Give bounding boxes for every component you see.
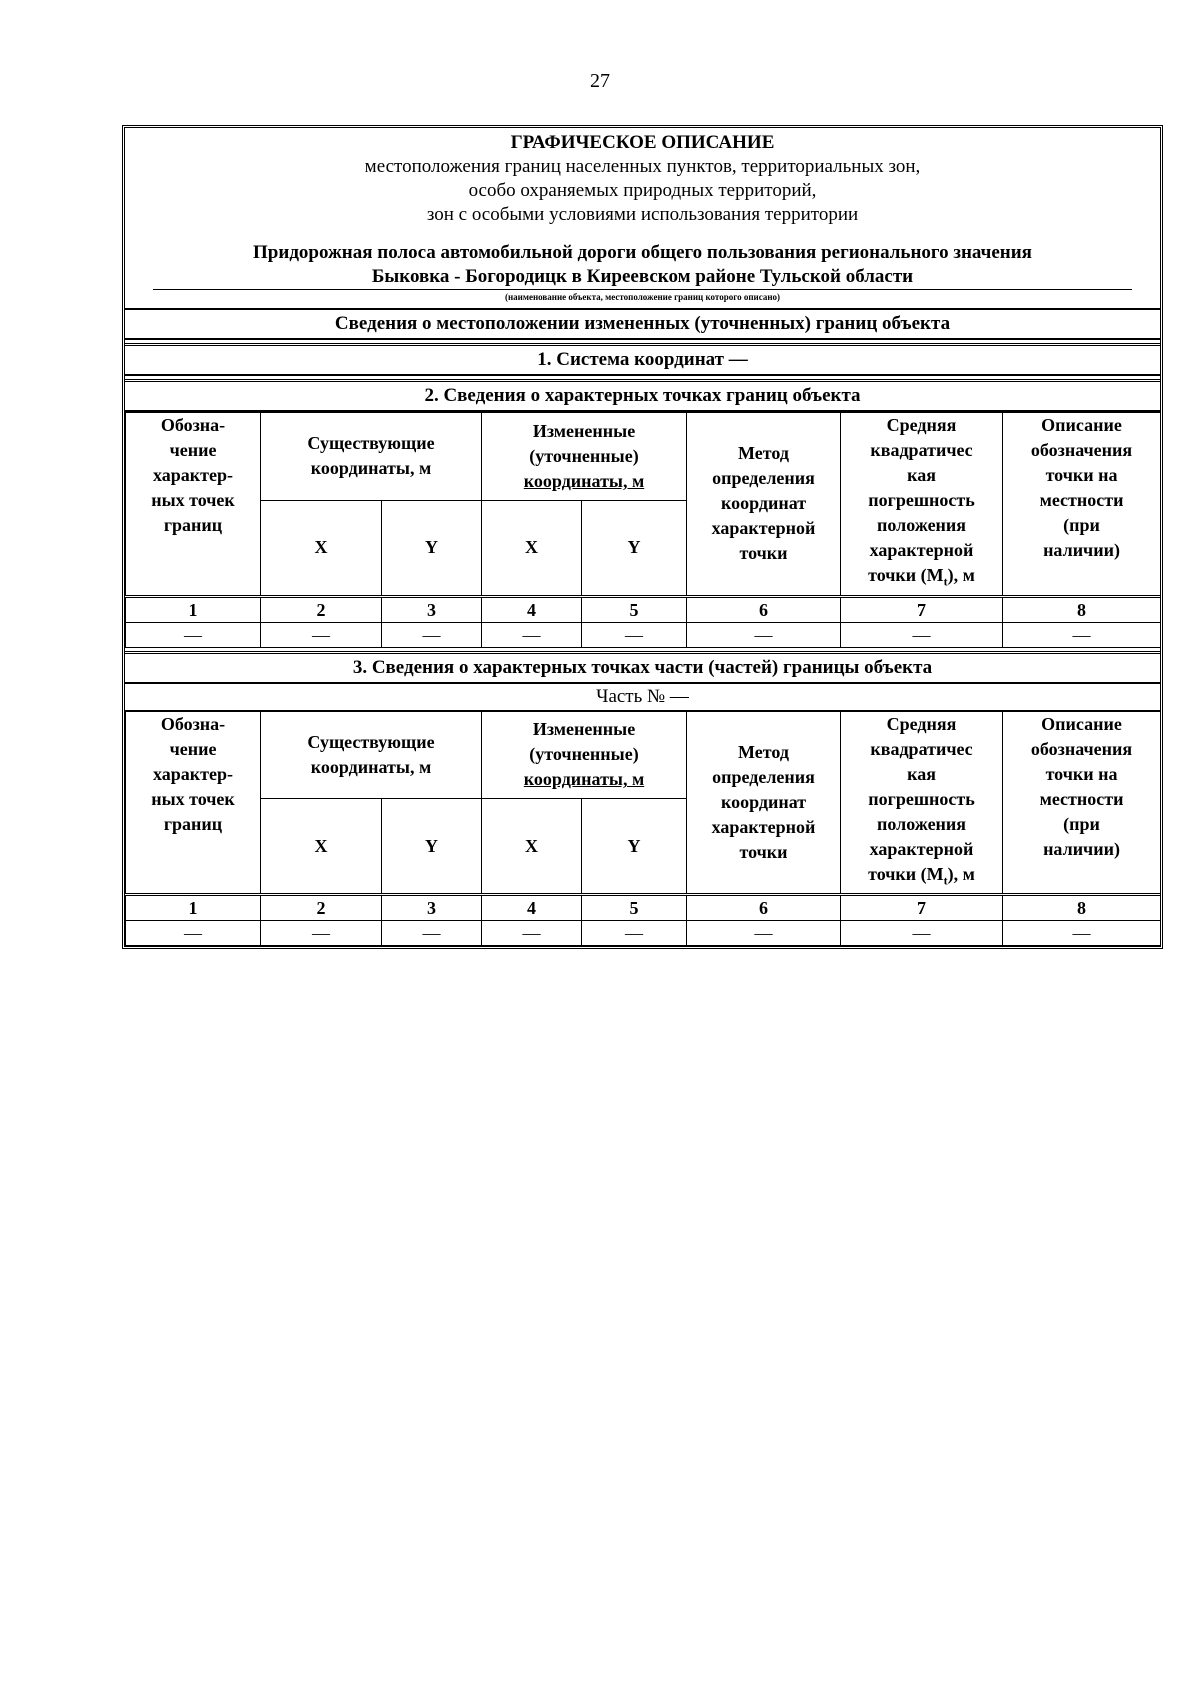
column-number: 7	[841, 895, 1003, 921]
empty-cell: —	[482, 622, 582, 647]
method-header: Метод определения координат характерной точки	[687, 413, 841, 597]
x-header: X	[261, 500, 382, 596]
x-header: X	[482, 799, 582, 895]
column-number: 6	[687, 895, 841, 921]
empty-cell: —	[687, 921, 841, 946]
designation-header: Обозна- чение характер- ных точек границ	[126, 711, 261, 895]
coordinate-system-heading: 1. Система координат —	[125, 343, 1160, 376]
empty-cell: —	[582, 622, 687, 647]
changed-coordinates-header: Измененные (уточненные) координаты, м	[482, 711, 687, 799]
column-number: 3	[382, 596, 482, 622]
error-header: Средняя квадратичес кая погрешность положения характерной точки $(M_t)$, м	[841, 711, 1003, 895]
header-block	[125, 128, 1160, 310]
column-number: 5	[582, 596, 687, 622]
column-number: 6	[687, 596, 841, 622]
column-number: 2	[261, 596, 382, 622]
column-number: 5	[582, 895, 687, 921]
empty-cell: —	[261, 921, 382, 946]
table-row	[126, 622, 1161, 647]
empty-cell: —	[841, 622, 1003, 647]
description-frame	[122, 125, 1163, 949]
empty-cell: —	[482, 921, 582, 946]
object-caption: (наименование объекта, местоположение границ которого описано)	[504, 292, 781, 302]
column-number: 4	[482, 596, 582, 622]
empty-cell: —	[841, 921, 1003, 946]
object-name-line2: Быковка - Богородицк в Киреевском районе Тульской области	[371, 266, 914, 287]
empty-cell: —	[382, 622, 482, 647]
object-name: Придорожная полоса автомобильной дороги общего пользования регионального значения	[253, 242, 1032, 263]
description-header: Описание обозначения точки на местности (при наличии)	[1003, 413, 1161, 597]
column-number: 2	[261, 895, 382, 921]
subtitle-line: местоположения границ населенных пунктов, территориальных зон,	[364, 156, 921, 177]
empty-cell: —	[261, 622, 382, 647]
y-header: Y	[382, 799, 482, 895]
x-header: X	[261, 799, 382, 895]
changed-borders-heading: Сведения о местоположении измененных (уточненных) границ объекта	[125, 310, 1160, 340]
y-header: Y	[582, 500, 687, 596]
y-header: Y	[382, 500, 482, 596]
column-number: 4	[482, 895, 582, 921]
method-header: Метод определения координат характерной точки	[687, 711, 841, 895]
subtitle-line: особо охраняемых природных территорий,	[468, 180, 817, 201]
column-number: 7	[841, 596, 1003, 622]
empty-cell: —	[382, 921, 482, 946]
column-number: 1	[126, 895, 261, 921]
empty-cell: —	[687, 622, 841, 647]
description-header: Описание обозначения точки на местности (при наличии)	[1003, 711, 1161, 895]
empty-cell: —	[1003, 921, 1161, 946]
subtitle-line: зон с особыми условиями использования территории	[426, 204, 859, 225]
part-points-heading: 3. Сведения о характерных точках части (частей) границы объекта	[125, 651, 1160, 684]
document-title: ГРАФИЧЕСКОЕ ОПИСАНИЕ	[510, 132, 775, 153]
column-number: 8	[1003, 596, 1161, 622]
column-number: 8	[1003, 895, 1161, 921]
empty-cell: —	[126, 622, 261, 647]
column-number: 3	[382, 895, 482, 921]
empty-cell: —	[582, 921, 687, 946]
page-number: 27	[590, 70, 610, 92]
part-points-table	[125, 711, 1161, 947]
x-header: X	[482, 500, 582, 596]
points-table	[125, 412, 1161, 648]
error-header: Средняя квадратичес кая погрешность положения характерной точки $(M_t)$, м	[841, 413, 1003, 597]
empty-cell: —	[1003, 622, 1161, 647]
existing-coordinates-header: Существующие координаты, м	[261, 413, 482, 501]
changed-coordinates-header: Измененные (уточненные) координаты, м	[482, 413, 687, 501]
designation-header: Обозна- чение характер- ных точек границ	[126, 413, 261, 597]
column-number: 1	[126, 596, 261, 622]
y-header: Y	[582, 799, 687, 895]
points-heading: 2. Сведения о характерных точках границ объекта	[125, 379, 1160, 412]
table-row	[126, 921, 1161, 946]
existing-coordinates-header: Существующие координаты, м	[261, 711, 482, 799]
empty-cell: —	[126, 921, 261, 946]
part-number: Часть № —	[125, 684, 1160, 711]
